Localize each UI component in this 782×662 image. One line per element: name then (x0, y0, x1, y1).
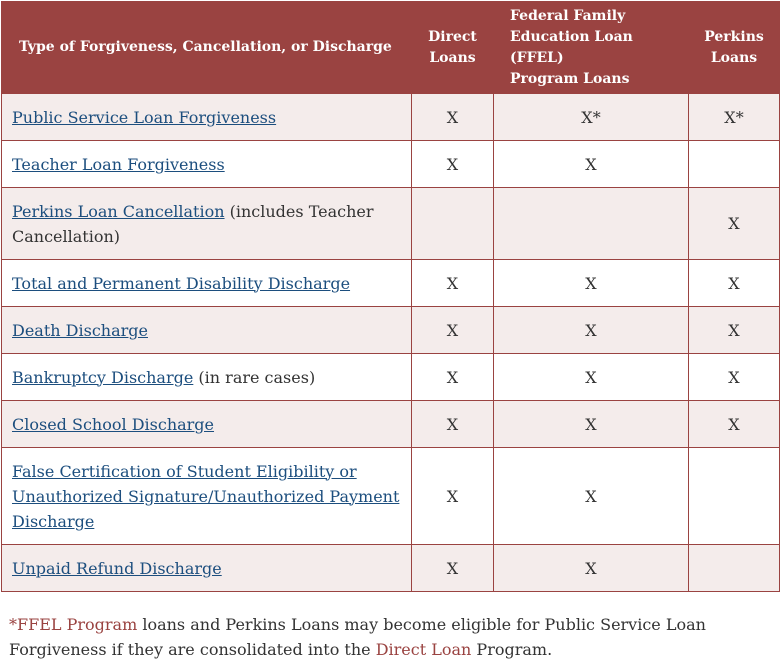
type-cell: Bankruptcy Discharge (in rare cases) (2, 354, 412, 401)
type-cell (2, 545, 412, 592)
unpaid-refund-discharge-link[interactable]: Unpaid Refund Discharge (12, 558, 222, 578)
perkins-cell: X (689, 401, 780, 448)
direct-loan-link[interactable]: Direct Loan (375, 640, 472, 659)
footnote-text: loans and Perkins Loans may become eligible for Public Service Loan Forgiveness if they are consolidated into the (9, 615, 706, 659)
bankruptcy-discharge-link[interactable]: Bankruptcy Discharge (12, 367, 194, 387)
header-perkins-loans: Perkins Loans (689, 2, 780, 94)
false-certification-discharge-link[interactable]: False Certification of Student Eligibility or Unauthorized Signature/Unauthorized Payment Discharge (12, 461, 400, 531)
table-row (2, 307, 780, 354)
perkins-cell (689, 141, 780, 188)
header-row (2, 2, 780, 94)
direct-cell: X (412, 260, 494, 307)
perkins-cell: X (689, 307, 780, 354)
table-row (2, 188, 780, 260)
loan-forgiveness-table (1, 1, 780, 592)
ffel-cell: X (494, 545, 689, 592)
perkins-cell: X (689, 188, 780, 260)
perkins-cell (689, 448, 780, 545)
table-row (2, 545, 780, 592)
type-cell (2, 401, 412, 448)
ffel-cell: X (494, 307, 689, 354)
header-direct-loans: Direct Loans (412, 2, 494, 94)
ffel-cell: X (494, 401, 689, 448)
type-cell (2, 448, 412, 545)
perkins-cell: X* (689, 94, 780, 141)
direct-cell: X (412, 141, 494, 188)
perkins-loan-cancellation-link[interactable]: Perkins Loan Cancellation (12, 201, 225, 221)
table-row (2, 94, 780, 141)
ffel-program-link[interactable]: FFEL Program (17, 615, 138, 634)
direct-cell: X (412, 545, 494, 592)
direct-cell: X (412, 448, 494, 545)
table-row (2, 260, 780, 307)
type-cell (2, 260, 412, 307)
type-cell (2, 94, 412, 141)
header-type: Type of Forgiveness, Cancellation, or Discharge (2, 2, 412, 94)
type-cell: Perkins Loan Cancellation (includes Teacher Cancellation) (2, 188, 412, 260)
ffel-cell: X (494, 354, 689, 401)
header-ffel-loans: Federal Family Education Loan (FFEL) Program Loans (494, 2, 689, 94)
total-permanent-disability-discharge-link[interactable]: Total and Permanent Disability Discharge (12, 273, 351, 293)
public-service-loan-forgiveness-link[interactable]: Public Service Loan Forgiveness (12, 107, 277, 127)
closed-school-discharge-link[interactable]: Closed School Discharge (12, 414, 215, 434)
direct-cell: X (412, 94, 494, 141)
ffel-cell: X (494, 260, 689, 307)
direct-cell: X (412, 401, 494, 448)
footnote-asterisk: * (9, 615, 17, 634)
direct-cell: X (412, 354, 494, 401)
table-row (2, 141, 780, 188)
footnote-text-end: Program. (471, 640, 553, 659)
ffel-cell: X (494, 141, 689, 188)
ffel-cell: X (494, 448, 689, 545)
ffel-cell: X* (494, 94, 689, 141)
direct-cell (412, 188, 494, 260)
teacher-loan-forgiveness-link[interactable]: Teacher Loan Forgiveness (12, 154, 225, 174)
table-row (2, 448, 780, 545)
perkins-cell: X (689, 354, 780, 401)
table-row (2, 354, 780, 401)
table-row (2, 401, 780, 448)
ffel-cell (494, 188, 689, 260)
footnote (9, 612, 769, 662)
perkins-cell (689, 545, 780, 592)
direct-cell: X (412, 307, 494, 354)
death-discharge-link[interactable]: Death Discharge (12, 320, 148, 340)
perkins-cell: X (689, 260, 780, 307)
type-cell (2, 307, 412, 354)
type-cell (2, 141, 412, 188)
